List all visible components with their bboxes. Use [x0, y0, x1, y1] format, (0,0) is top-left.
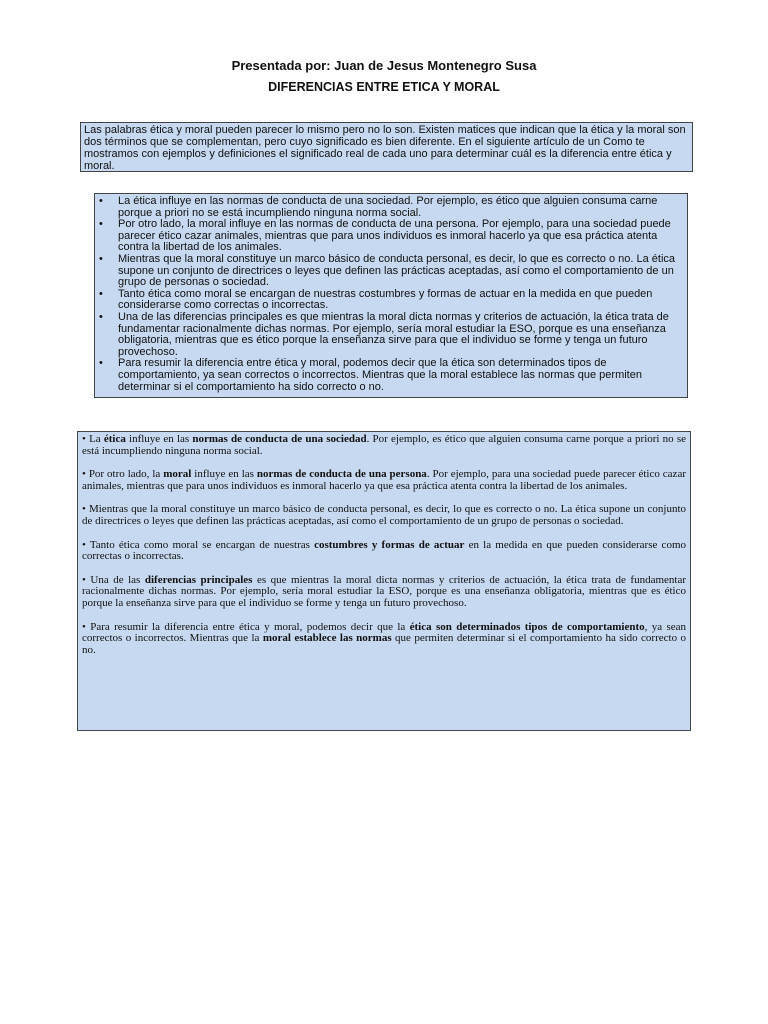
bullet-icon: • — [82, 573, 86, 586]
list-item: • Una de las diferencias principales es que mientras la moral dicta normas y criterios de actuación, la ética trata de fundamentar racionalmente dichas normas. Por ejemplo, sería moral estudiar la ESO, porque es una enseñanza obligatoria, mientras que es ético porque la enseñanza sirve para que el individuo se forme y tenga un futuro provechoso. — [82, 573, 686, 609]
list-item: • La ética influye en las normas de conducta de una sociedad. Por ejemplo, es ético que alguien consuma carne porque a priori no se está incumpliendo ninguna norma social. — [99, 195, 658, 219]
document-title: DIFERENCIAS ENTRE ETICA Y MORAL — [268, 80, 500, 94]
serif-bullet-box — [77, 431, 691, 731]
intro-box — [80, 122, 693, 172]
list-item: • Tanto ética como moral se encargan de nuestras costumbres y formas de actuar en la medida en que pueden considerarse como correctas o incorrectas. — [99, 287, 653, 312]
list-item: • Para resumir la diferencia entre ética y moral, podemos decir que la ética son determinados tipos de comportamiento, ya sean correctos o incorrectos. Mientras que la moral establece las normas que permiten determinar si el comportamiento ha sido correcto o no. — [82, 620, 686, 656]
bullet-icon: • — [82, 468, 86, 481]
bullet-icon: • — [82, 620, 86, 633]
list-item: • Tanto ética como moral se encargan de nuestras costumbres y formas de actuar en la medida en que pueden considerarse como correctas o incorrectas. — [82, 538, 686, 563]
list-item: • Por otro lado, la moral influye en las normas de conducta de una persona. Por ejemplo, para una sociedad puede parecer ético cazar animales, mientras que para unos individuos es inmoral hacerlo ya que esa práctica atenta contra la libertad de los animales. — [82, 468, 686, 492]
bullet-icon: • — [99, 357, 103, 370]
list-item: • Mientras que la moral constituye un marco básico de conducta personal, es decir, lo que es correcto o no. La ética supone un conjunto de directrices o leyes que definen las prácticas aceptadas, así como el comportamiento de un grupo de personas o sociedad. — [99, 252, 676, 289]
bullet-icon: • — [82, 538, 86, 551]
bullet-icon: • — [99, 218, 103, 231]
bullet-icon: • — [99, 252, 103, 265]
sans-bullet-list — [99, 196, 681, 393]
bullet-icon: • — [99, 287, 103, 300]
sans-bullet-box — [94, 193, 688, 398]
bullet-icon: • — [99, 310, 103, 323]
list-item: • Por otro lado, la moral influye en las normas de conducta de una persona. Por ejemplo, para una sociedad puede parecer ético cazar animales, mientras que para unos individuos es inmoral hacerlo ya que esa práctica atenta contra la libertad de los animales. — [99, 218, 671, 254]
bullet-icon: • — [82, 503, 86, 516]
intro-text: Las palabras ética y moral pueden parecer lo mismo pero no lo son. Existen matices que indican que la ética y la moral son dos términos que se complementan, pero cuyo significado es bien diferente. En el siguiente artículo de un Como te mostramos con ejemplos y definiciones el significado real de cada uno para determinar cuál es la diferencia entre ética y moral. — [84, 124, 686, 172]
list-item: • Una de las diferencias principales es que mientras la moral dicta normas y criterios de actuación, la ética trata de fundamentar racionalmente dichas normas. Por ejemplo, sería moral estudiar la ESO, porque es una enseñanza obligatoria, mientras que es ético porque la enseñanza sirve para que el individuo se forme y tenga un futuro provechoso. — [99, 310, 669, 358]
bullet-icon: • — [99, 195, 103, 207]
bullet-icon: • — [82, 433, 86, 445]
list-item: • La ética influye en las normas de conducta de una sociedad. Por ejemplo, es ético que alguien consuma carne porque a priori no se está incumpliendo ninguna norma social. — [82, 433, 687, 457]
list-item: • Para resumir la diferencia entre ética y moral, podemos decir que la ética son determinados tipos de comportamiento, ya sean correctos o incorrectos. Mientras que la moral establece las normas que permiten determinar si el comportamiento ha sido correcto o no. — [99, 357, 642, 393]
list-item: • Mientras que la moral constituye un marco básico de conducta personal, es decir, lo que es correcto o no. La ética supone un conjunto de directrices o leyes que definen las prácticas aceptadas, así como el comportamiento de un grupo de personas o sociedad. — [82, 503, 687, 527]
presenter-line: Presentada por: Juan de Jesus Montenegro Susa — [231, 58, 537, 73]
